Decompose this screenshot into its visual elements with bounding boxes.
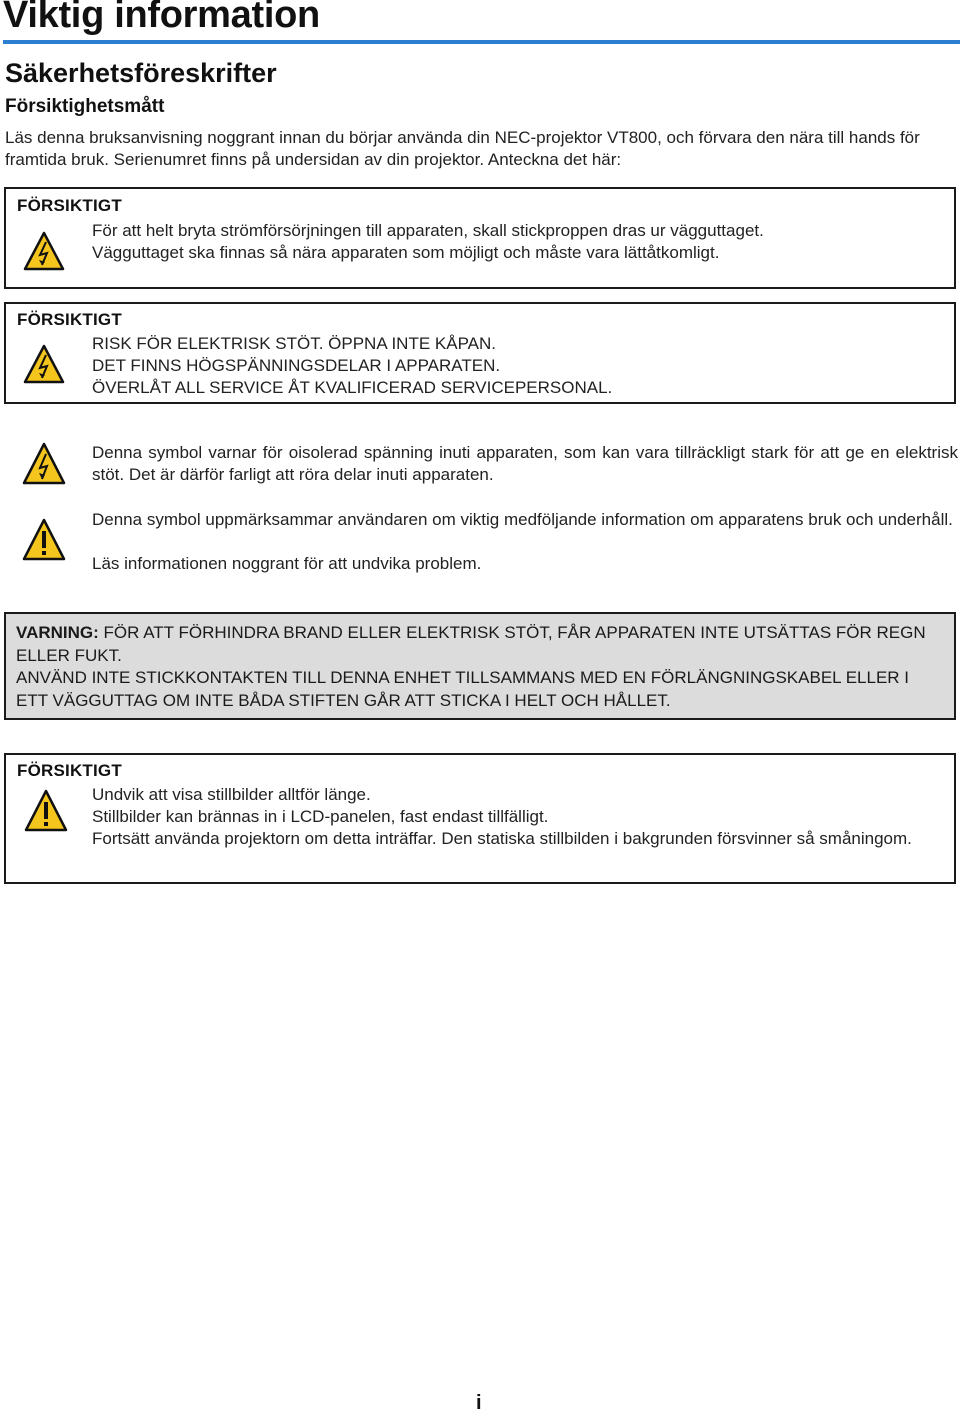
caution-box-still-images	[4, 753, 956, 884]
section-title: Säkerhetsföreskrifter	[5, 58, 277, 88]
lightning-warning-icon	[23, 344, 65, 384]
caution-heading: FÖRSIKTIGT	[17, 310, 122, 329]
lightning-warning-icon	[22, 442, 66, 486]
warning-paragraph	[16, 622, 944, 667]
exclamation-symbol-description: Denna symbol uppmärksammar användaren om viktig medföljande information om apparatens bruk och underhåll.	[92, 510, 953, 529]
caution-heading: FÖRSIKTIGT	[17, 761, 122, 780]
warning-text: FÖR ATT FÖRHINDRA BRAND ELLER ELEKTRISK STÖT, FÅR APPARATEN INTE UTSÄTTAS FÖR REGN ELLER FUKT.	[16, 623, 926, 665]
warning-box	[4, 612, 956, 720]
caution-line: För att helt bryta strömförsörjningen till apparaten, skall stickproppen dras ur vägguttaget.	[92, 221, 764, 240]
caution-line: ÖVERLÅT ALL SERVICE ÅT KVALIFICERAD SERVICEPERSONAL.	[92, 378, 613, 397]
caution-line: Fortsätt använda projektorn om detta inträffar. Den statiska stillbilden i bakgrunden försvinner så småningom.	[92, 829, 912, 848]
caution-line: Stillbilder kan brännas in i LCD-panelen, fast endast tillfälligt.	[92, 807, 549, 826]
caution-box-shock	[4, 302, 956, 404]
caution-box-power	[4, 187, 956, 289]
subsection-title: Försiktighetsmått	[5, 96, 165, 117]
warning-extension-cord-text: ANVÄND INTE STICKKONTAKTEN TILL DENNA ENHET TILLSAMMANS MED EN FÖRLÄNGNINGSKABEL ELLER I ETT VÄGGUTTAG OM INTE BÅDA STIFTEN GÅR ATT STICKA I HELT OCH HÅLLET.	[16, 668, 910, 710]
caution-heading: FÖRSIKTIGT	[17, 196, 122, 215]
exclamation-warning-icon	[24, 789, 68, 833]
caution-line: DET FINNS HÖGSPÄNNINGSDELAR I APPARATEN.	[92, 356, 501, 375]
exclamation-symbol-note: Läs informationen noggrant för att undvika problem.	[92, 554, 482, 573]
page-title: Viktig information	[3, 0, 320, 36]
lightning-warning-icon	[23, 231, 65, 271]
intro-paragraph: Läs denna bruksanvisning noggrant innan du börjar använda din NEC-projektor VT800, och förvara den nära till hands för framtida bruk. Serienumret finns på undersidan av din projektor. Anteckna det här:	[5, 128, 920, 169]
caution-line: Vägguttaget ska finnas så nära apparaten som möjligt och måste vara lättåtkomligt.	[92, 243, 720, 262]
caution-line: RISK FÖR ELEKTRISK STÖT. ÖPPNA INTE KÅPAN.	[92, 334, 496, 353]
page-number: i	[476, 1392, 482, 1414]
lightning-symbol-description: Denna symbol varnar för oisolerad spänning inuti apparaten, som kan vara tillräckligt stark för att ge en elektrisk stöt. Det är därför farligt att röra delar inuti apparaten.	[92, 443, 958, 484]
exclamation-warning-icon	[22, 518, 66, 562]
title-rule	[3, 40, 960, 44]
caution-line: Undvik att visa stillbilder alltför länge.	[92, 785, 371, 804]
warning-label: VARNING:	[16, 623, 99, 642]
